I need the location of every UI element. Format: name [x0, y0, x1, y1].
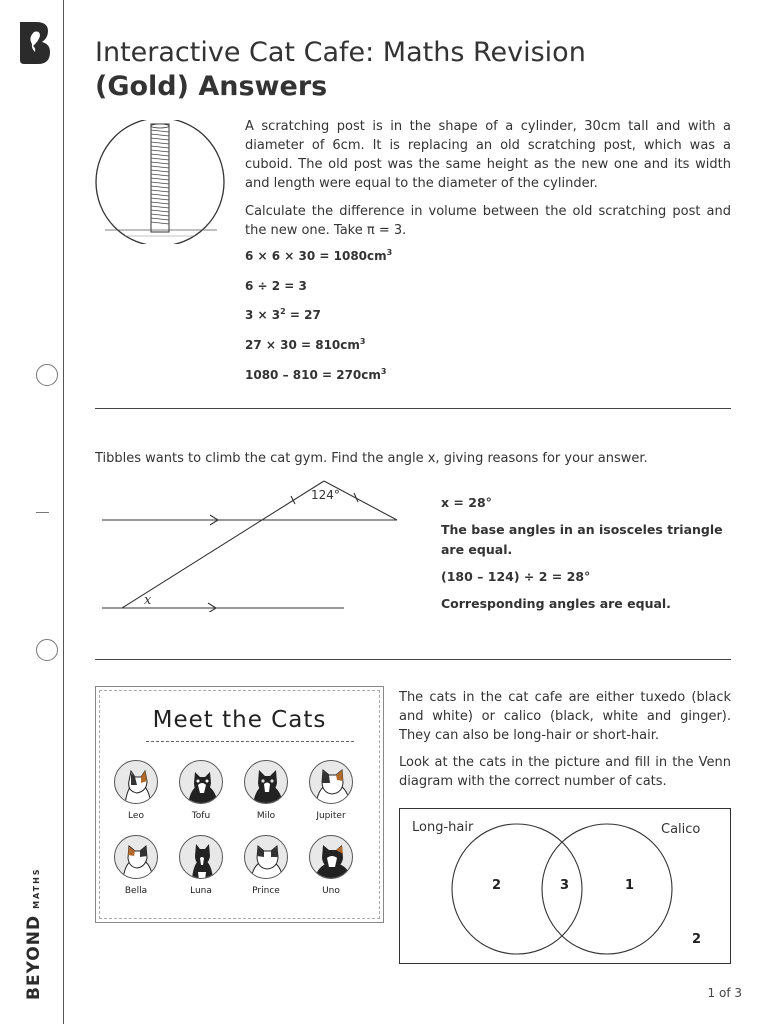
q3-para2: Look at the cats in the picture and fill in the Venn diagram with the correct number of cats. — [399, 755, 731, 789]
cat-name-prince: Prince — [252, 886, 280, 896]
venn-diagram — [399, 808, 731, 964]
venn-left-only: 2 — [492, 878, 502, 893]
fold-mark — [36, 512, 49, 513]
cat-portrait-luna-icon — [179, 835, 223, 879]
cat-portrait-bella-icon — [114, 835, 158, 879]
venn-outside: 2 — [692, 932, 702, 947]
cat-name-jupiter: Jupiter — [316, 811, 346, 821]
q1-answer-4: $27 \times 30 = 810cm^3$ — [245, 337, 366, 352]
q2-question: Tibbles wants to climb the cat gym. Find the angle x, giving reasons for your answer. — [95, 451, 648, 466]
punch-hole-top — [36, 364, 58, 386]
q3-para1: The cats in the cat cafe are either tuxedo (black and white) or calico (black, white and ginger). They can also be long-hair or short-hair. — [399, 690, 731, 743]
poster-title: Meet the Cats — [152, 707, 327, 733]
divider-1 — [95, 408, 731, 409]
cat-name-leo: Leo — [128, 811, 144, 821]
q2-answer-4: Corresponding angles are equal. — [441, 596, 671, 611]
angle-label-x: x — [144, 593, 152, 608]
meet-the-cats-poster — [95, 686, 384, 923]
cat-portrait-jupiter-icon — [309, 760, 353, 804]
cat-gym-diagram — [100, 478, 400, 612]
q1-para2: Calculate the difference in volume between the old scratching post and the new one. Take π = 3. — [245, 204, 731, 238]
cat-portrait-tofu-icon — [179, 760, 223, 804]
q2-answers — [441, 493, 736, 614]
q2-answer-3: (180 – 124) ÷ 2 = 28° — [441, 569, 591, 584]
punch-hole-bottom — [36, 639, 58, 661]
margin-line — [63, 0, 64, 1024]
scratching-post-illustration — [95, 120, 227, 244]
cat-name-bella: Bella — [124, 886, 148, 896]
cat-portrait-leo-icon — [114, 760, 158, 804]
cat-portrait-milo-icon — [244, 760, 288, 804]
q1-answer-1: $6 \times 6 \times 30 = 1080cm^3$ — [245, 248, 393, 263]
divider-2 — [95, 659, 731, 660]
q1-answer-3: $3 \times 3^2 = 27$ — [245, 307, 321, 322]
page-title — [95, 36, 586, 104]
brand-main: BEYOND — [24, 914, 44, 1000]
q1-para1: A scratching post is in the shape of a cylinder, 30cm tall and with a diameter of 6cm. It is replacing an old scratching post, which was a cuboid. The old post was the same height as the new one and its width and length were equal to the diameter of the cylinder. — [245, 119, 731, 191]
cat-name-uno: Uno — [322, 886, 340, 896]
brand-vertical — [24, 860, 44, 1000]
venn-both: 3 — [560, 878, 570, 893]
title-line2: (Gold) Answers — [95, 71, 328, 102]
cat-portrait-uno-icon — [309, 835, 353, 879]
q1-answer-5: $1080 - 810 = 270cm^3$ — [245, 367, 387, 382]
venn-label-calico: Calico — [661, 822, 701, 837]
title-line1: Interactive Cat Cafe: Maths Revision — [95, 37, 586, 68]
page-number: 1 of 3 — [707, 986, 742, 1000]
angle-label-124: 124° — [311, 488, 340, 502]
cat-name-tofu: Tofu — [191, 811, 211, 821]
venn-right-only: 1 — [625, 878, 635, 893]
cat-name-milo: Milo — [256, 811, 276, 821]
brand-sub: MATHS — [32, 867, 41, 909]
cat-portrait-prince-icon — [244, 835, 288, 879]
q2-answer-2: The base angles in an isosceles triangle are equal. — [441, 522, 723, 557]
q1-answer-2: 6 ÷ 2 = 3 — [245, 279, 307, 293]
cat-name-luna: Luna — [190, 886, 212, 896]
beyond-logo-icon — [14, 20, 52, 66]
venn-label-long-hair: Long-hair — [412, 820, 474, 835]
q2-answer-1: x = 28° — [441, 495, 492, 510]
